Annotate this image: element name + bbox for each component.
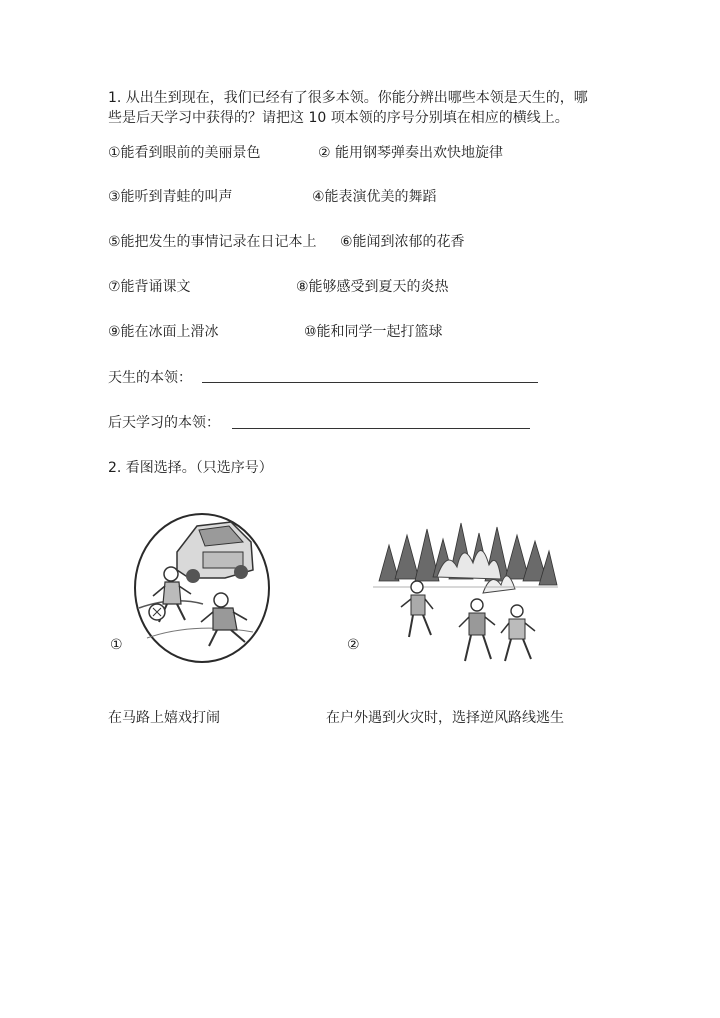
q1-intro-line-2: 些是后天学习中获得的？请把这 10 项本领的序号分别填在相应的横线上。 xyxy=(108,110,569,126)
skill-item-2: ② 能用钢琴弹奏出欢快地旋律 xyxy=(318,145,504,161)
picture-2-number: ② xyxy=(347,637,360,653)
learned-skills-answer-line[interactable] xyxy=(232,428,530,429)
skill-item-10: ⑩能和同学一起打篮球 xyxy=(304,324,443,340)
skill-item-6: ⑥能闻到浓郁的花香 xyxy=(340,234,465,250)
learned-skills-label: 后天学习的本领： xyxy=(108,415,220,431)
skill-item-4: ④能表演优美的舞蹈 xyxy=(312,189,437,205)
innate-skills-answer-line[interactable] xyxy=(202,382,538,383)
innate-skills-label: 天生的本领： xyxy=(108,370,192,386)
skill-item-8: ⑧能够感受到夏天的炎热 xyxy=(296,279,449,295)
skill-item-7: ⑦能背诵课文 xyxy=(108,279,191,295)
picture-2-caption: 在户外遇到火灾时，选择逆风路线逃生 xyxy=(326,710,564,726)
skill-item-1: ①能看到眼前的美丽景色 xyxy=(108,145,261,161)
q1-intro-line-1: 1. 从出生到现在，我们已经有了很多本领。你能分辨出哪些本领是天生的，哪 xyxy=(108,90,588,106)
skill-item-5: ⑤能把发生的事情记录在日记本上 xyxy=(108,234,317,250)
road-play-illustration xyxy=(133,512,273,664)
picture-1-caption: 在马路上嬉戏打闹 xyxy=(108,710,220,726)
skill-item-9: ⑨能在冰面上滑冰 xyxy=(108,324,219,340)
skill-item-3: ③能听到青蛙的叫声 xyxy=(108,189,233,205)
q2-title: 2. 看图选择。（只选序号） xyxy=(108,460,273,476)
forest-fire-escape-illustration xyxy=(373,515,558,670)
picture-1-number: ① xyxy=(110,637,123,653)
